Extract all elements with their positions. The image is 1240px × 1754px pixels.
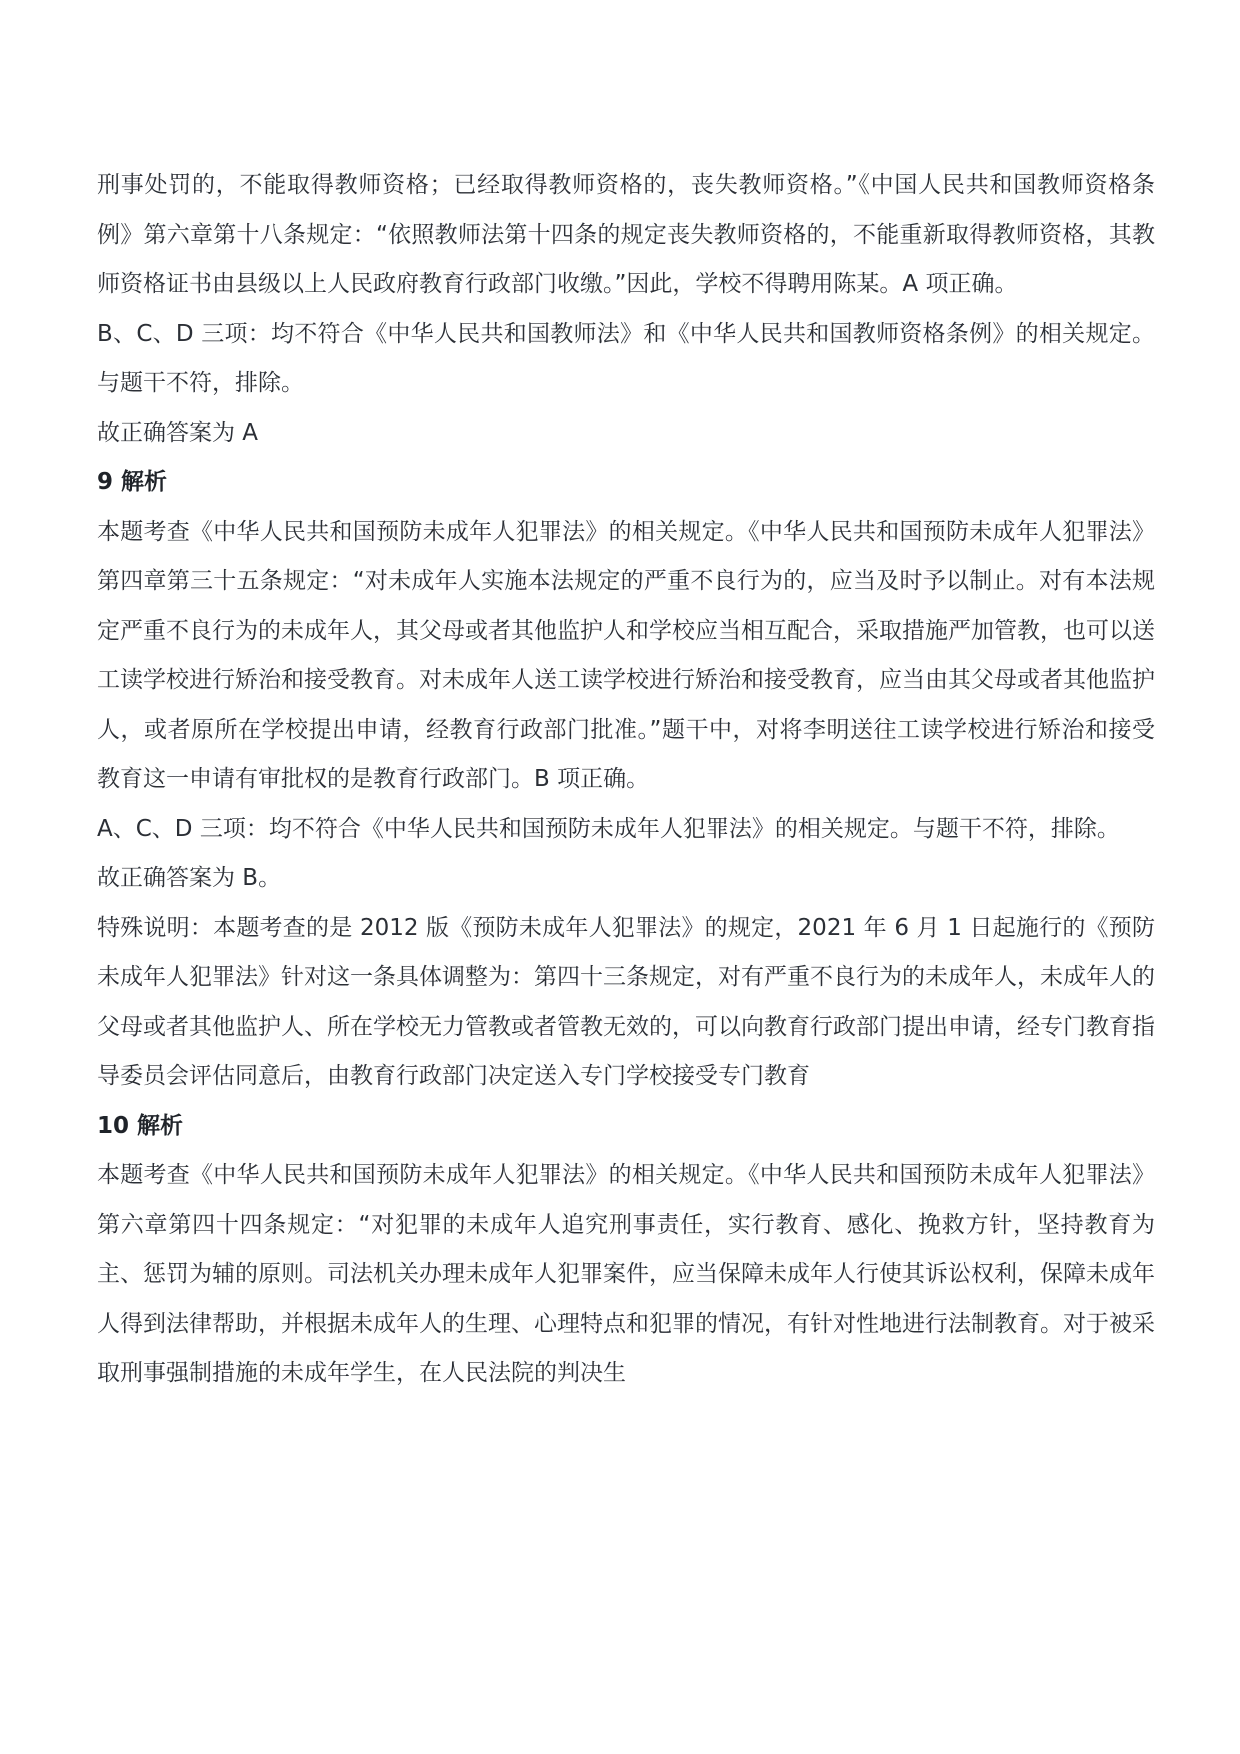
document-page <box>97 161 1155 1399</box>
paragraph-answer-8-conclusion: 故正确答案为 A <box>97 419 259 446</box>
section-heading-10: 10 解析 <box>97 1112 184 1139</box>
paragraph-answer-9-other-options: A、C、D 三项：均不符合《中华人民共和国预防未成年人犯罪法》的相关规定。与题干不符，排除。 <box>97 815 1120 842</box>
paragraph-answer-10-explanation: 本题考查《中华人民共和国预防未成年人犯罪法》的相关规定。《中华人民共和国预防未成年人犯罪法》第六章第四十四条规定：“对犯罪的未成年人追究刑事责任，实行教育、感化、挽救方针，坚持教育为主、惩罚为辅的原则。司法机关办理未成年人犯罪案件，应当保障未成年人行使其诉讼权利，保障未成年人得到法律帮助，并根据未成年人的生理、心理特点和犯罪的情况，有针对性地进行法制教育。对于被采取刑事强制措施的未成年学生，在人民法院的判决生 <box>97 1162 1155 1386</box>
paragraph-answer-8-other-options: B、C、D 三项：均不符合《中华人民共和国教师法》和《中华人民共和国教师资格条例》的相关规定。与题干不符，排除。 <box>97 320 1155 396</box>
paragraph-answer-9-conclusion: 故正确答案为 B。 <box>97 865 282 891</box>
paragraph-answer-9-special-note: 特殊说明：本题考查的是 2012 版《预防未成年人犯罪法》的规定，2021 年 6 月 1 日起施行的《预防未成年人犯罪法》针对这一条具体调整为：第四十三条规定，对有严重不良行为的未成年人，未成年人的父母或者其他监护人、所在学校无力管教或者管教无效的，可以向教育行政部门提出申请，经专门教育指导委员会评估同意后，由教育行政部门决定送入专门学校接受专门教育 <box>97 914 1155 1089</box>
paragraph-answer-8-explanation: 刑事处罚的，不能取得教师资格；已经取得教师资格的，丧失教师资格。”《中国人民共和国教师资格条例》第六章第十八条规定：“依照教师法第十四条的规定丧失教师资格的，不能重新取得教师资格，其教师资格证书由县级以上人民政府教育行政部门收缴。”因此，学校不得聘用陈某。A 项正确。 <box>97 172 1155 297</box>
section-heading-9: 9 解析 <box>97 469 168 495</box>
paragraph-answer-9-explanation: 本题考查《中华人民共和国预防未成年人犯罪法》的相关规定。《中华人民共和国预防未成年人犯罪法》第四章第三十五条规定：“对未成年人实施本法规定的严重不良行为的，应当及时予以制止。对有本法规定严重不良行为的未成年人，其父母或者其他监护人和学校应当相互配合，采取措施严加管教，也可以送工读学校进行矫治和接受教育。对未成年人送工读学校进行矫治和接受教育，应当由其父母或者其他监护人，或者原所在学校提出申请，经教育行政部门批准。”题干中，对将李明送往工读学校进行矫治和接受教育这一申请有审批权的是教育行政部门。B 项正确。 <box>97 518 1155 792</box>
